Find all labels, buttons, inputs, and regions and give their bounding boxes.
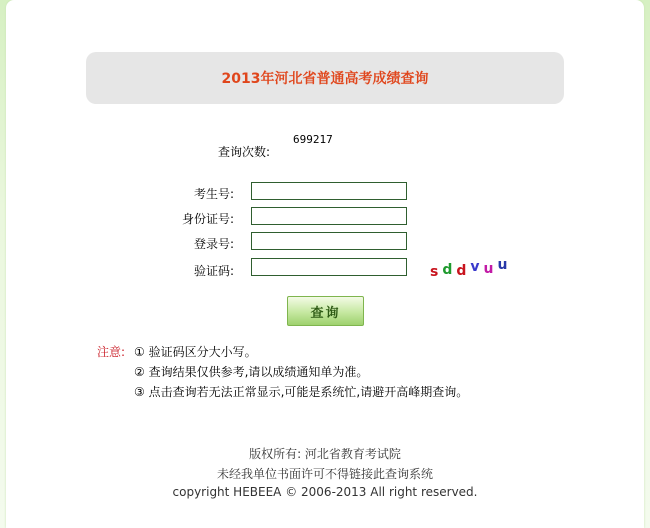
notes-key-label: 注意: [97, 345, 126, 359]
query-count-label: 查询次数: [218, 145, 271, 159]
note-item: ② 查询结果仅供参考,请以成绩通知单为准。 [134, 365, 369, 379]
id-card-input[interactable] [251, 207, 407, 225]
captcha-input[interactable] [251, 258, 407, 276]
note-item: ① 验证码区分大小写。 [134, 345, 257, 359]
login-no-label: 登录号: [193, 237, 234, 251]
footer-copyright-owner: 版权所有: 河北省教育考试院 [249, 447, 401, 461]
footer-copyright: copyright HEBEEA © 2006-2013 All right reserved. [172, 485, 478, 499]
id-card-label: 身份证号: [181, 212, 234, 226]
note-item: ③ 点击查询若无法正常显示,可能是系统忙,请避开高峰期查询。 [134, 385, 469, 399]
exam-no-input[interactable] [251, 182, 407, 200]
captcha-label: 验证码: [193, 264, 234, 278]
query-count-value: 699217 [293, 133, 333, 146]
captcha-char: u [483, 261, 494, 277]
captcha-image[interactable] [430, 257, 511, 280]
captcha-char: d [442, 262, 453, 278]
main-panel [6, 0, 644, 528]
notes-key [97, 343, 125, 360]
page-title: 2013年河北省普通高考成绩查询 [221, 71, 429, 87]
exam-no-label: 考生号: [193, 187, 234, 201]
title-banner [86, 52, 564, 104]
captcha-char: u [497, 257, 508, 273]
query-button[interactable]: 查询 [287, 296, 364, 326]
login-no-input[interactable] [251, 232, 407, 250]
captcha-char: v [470, 259, 480, 275]
footer-link-notice: 未经我单位书面许可不得链接此查询系统 [216, 467, 433, 481]
captcha-char: d [456, 263, 467, 279]
captcha-char: s [430, 264, 439, 280]
